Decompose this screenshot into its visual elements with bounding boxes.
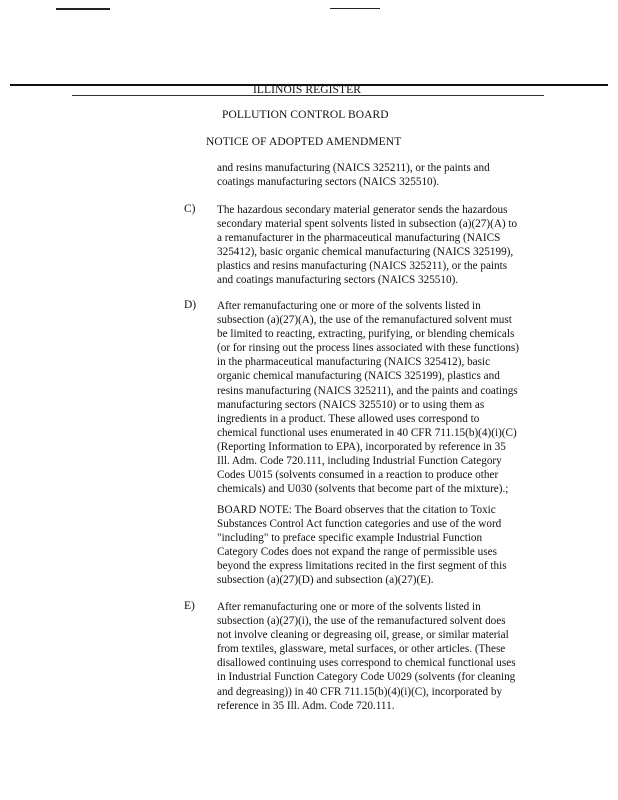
- text-line: 325412), basic organic chemical manufacturing (NAICS 325199),: [217, 246, 514, 259]
- text-line: beyond the express limitations recited in the first segment of this: [217, 560, 507, 573]
- text-line: subsection (a)(27)(i), the use of the remanufactured solvent does: [217, 615, 506, 628]
- board-title: POLLUTION CONTROL BOARD: [222, 109, 389, 121]
- text-line: (Reporting Information to EPA), incorporated by reference in 35: [217, 440, 506, 453]
- text-line: be limited to reacting, extracting, purifying, or blending chemicals: [217, 328, 515, 341]
- text-line: disallowed continuing uses correspond to chemical functional uses: [217, 657, 516, 670]
- item-label-c: C): [184, 203, 196, 215]
- item-c-paragraph: [217, 203, 517, 288]
- register-title: ILLINOIS REGISTER: [253, 84, 362, 96]
- text-line: in the pharmaceutical manufacturing (NAICS 325412), basic: [217, 356, 491, 369]
- text-line: and coatings manufacturing sectors (NAICS 325510).: [217, 274, 459, 287]
- text-line: "including" to preface specific example Industrial Function: [217, 532, 483, 545]
- text-line: from textiles, glassware, metal surfaces, or other articles. (These: [217, 643, 506, 656]
- continuation-paragraph: [217, 161, 490, 189]
- text-line: Category Codes does not expand the range of permissible uses: [217, 546, 497, 559]
- text-line: manufacturing sectors (NAICS 325510) or to using them as: [217, 398, 485, 411]
- scan-mark-right: [330, 8, 380, 9]
- text-line: organic chemical manufacturing (NAICS 325199), plastics and: [217, 370, 500, 383]
- text-line: After remanufacturing one or more of the solvents listed in: [217, 601, 481, 613]
- item-label-d: D): [184, 299, 197, 311]
- board-note-paragraph: [217, 503, 507, 588]
- text-line: plastics and resins manufacturing (NAICS 325211), or the paints: [217, 260, 508, 273]
- text-line: chemicals) and U030 (solvents that become part of the mixture).;: [217, 483, 509, 496]
- text-line: coatings manufacturing sectors (NAICS 325510).: [217, 176, 440, 189]
- text-line: BOARD NOTE: The Board observes that the citation to Toxic: [217, 504, 496, 516]
- item-label-e: E): [184, 600, 195, 612]
- scan-mark-left: [56, 8, 110, 10]
- text-line: After remanufacturing one or more of the solvents listed in: [217, 300, 481, 312]
- text-line: Ill. Adm. Code 720.111, including Industrial Function Category: [217, 455, 502, 468]
- text-line: reference in 35 Ill. Adm. Code 720.111.: [217, 699, 395, 712]
- text-line: and degreasing)) in 40 CFR 711.15(b)(4)(i)(C), incorporated by: [217, 685, 503, 698]
- text-line: subsection (a)(27)(D) and subsection (a)(27)(E).: [217, 574, 434, 587]
- text-line: chemical functional uses enumerated in 40 CFR 711.15(b)(4)(i)(C): [217, 426, 517, 439]
- text-line: secondary material spent solvents listed in subsection (a)(27)(A) to: [217, 218, 518, 231]
- text-line: not involve cleaning or degreasing oil, grease, or similar material: [217, 629, 509, 642]
- text-line: (or for rinsing out the process lines associated with these functions): [217, 342, 519, 355]
- item-d-paragraph: [217, 299, 519, 496]
- text-line: subsection (a)(27)(A), the use of the remanufactured solvent must: [217, 314, 512, 327]
- text-line: The hazardous secondary material generator sends the hazardous: [217, 204, 508, 216]
- text-line: Codes U015 (solvents consumed in a reaction to produce other: [217, 469, 499, 482]
- notice-title: NOTICE OF ADOPTED AMENDMENT: [206, 136, 402, 148]
- text-line: and resins manufacturing (NAICS 325211), or the paints and: [217, 162, 490, 174]
- text-line: ingredients in a product. These allowed uses correspond to: [217, 412, 480, 425]
- text-line: Substances Control Act function categories and use of the word: [217, 518, 502, 531]
- text-line: resins manufacturing (NAICS 325211), and the paints and coatings: [217, 384, 518, 397]
- text-line: a remanufacturer in the pharmaceutical manufacturing (NAICS: [217, 232, 501, 245]
- item-e-paragraph: [217, 600, 516, 713]
- text-line: in Industrial Function Category Code U029 (solvents (for cleaning: [217, 671, 516, 684]
